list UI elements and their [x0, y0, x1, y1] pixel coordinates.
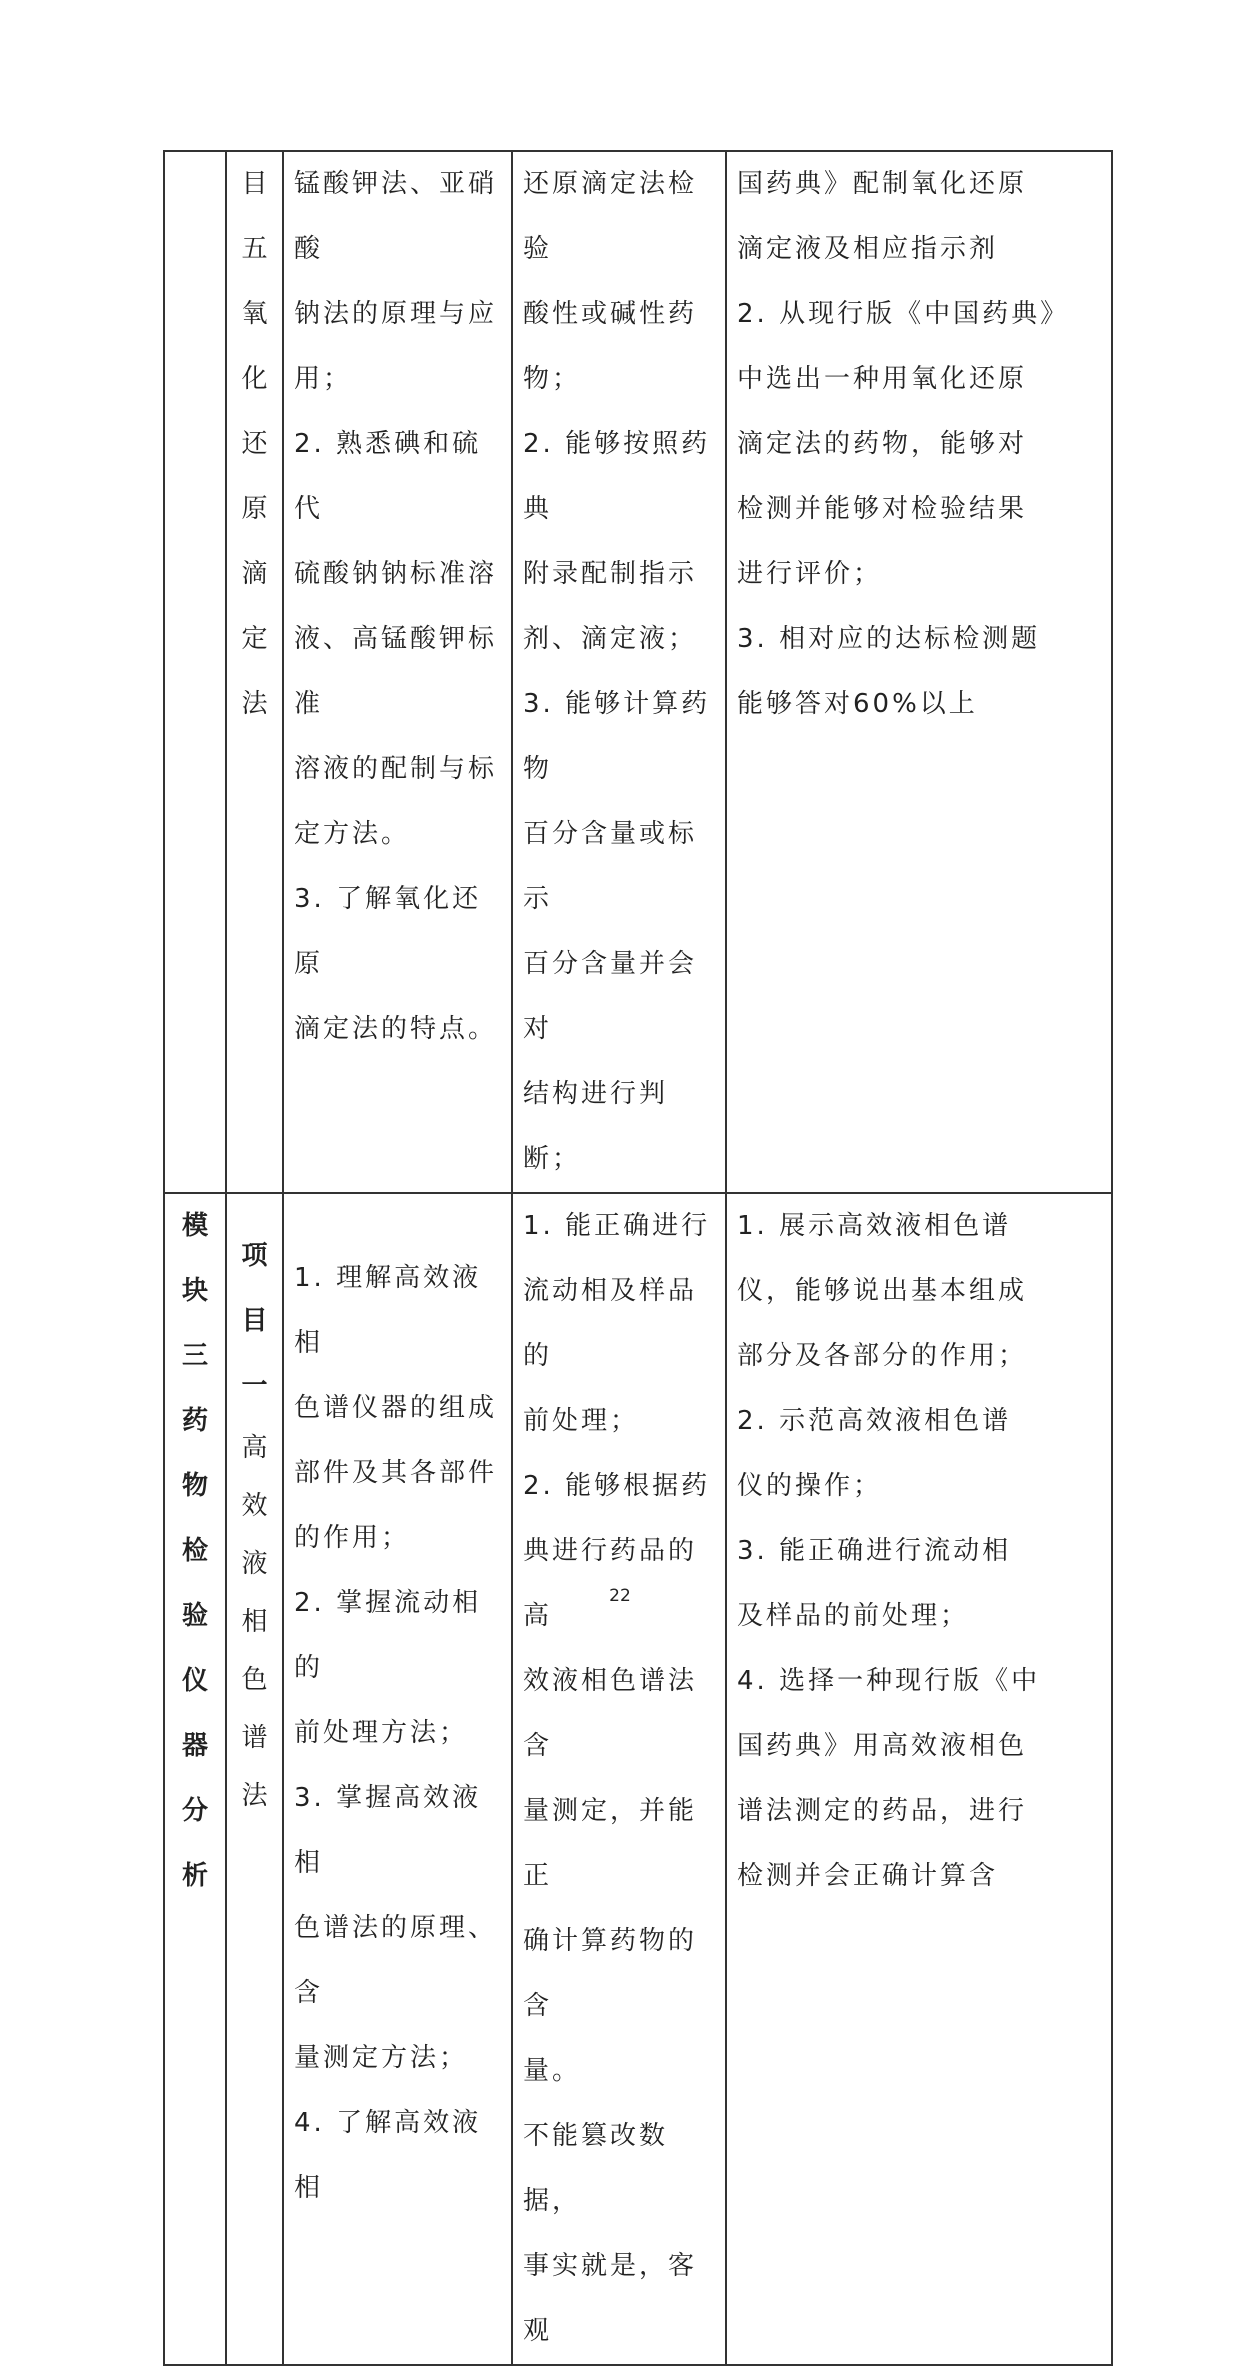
- skills-cell: [512, 1193, 726, 2365]
- activities-text: 国药典》配制氧化还原 滴定液及相应指示剂 2. 从现行版《中国药典》 中选出一种用氧化还原 滴定法的药物，能够对 检测并能够对检验结果 进行评价； 3. 相对应的达标检测题 能够答对60%以上: [737, 169, 1070, 719]
- project-label: 高 效 液 相 色 谱 法: [241, 1433, 268, 1811]
- knowledge-cell: [283, 1193, 512, 2365]
- knowledge-cell: [283, 151, 512, 1193]
- table-row: [164, 151, 1112, 1193]
- skills-cell: [512, 151, 726, 1193]
- skills-text: 还原滴定法检验 酸性或碱性药 物； 2. 能够按照药典 附录配制指示 剂、滴定液； 3. 能够计算药物 百分含量或标示 百分含量并会对 结构进行判断；: [523, 169, 711, 1174]
- knowledge-text: 锰酸钾法、亚硝酸 钠法的原理与应 用； 2. 熟悉碘和硫代 硫酸钠钠标准溶 液、高锰酸钾标准 溶液的配制与标 定方法。 3. 了解氧化还原 滴定法的特点。: [294, 169, 498, 1044]
- curriculum-table: [163, 150, 1113, 2366]
- table-row: [164, 1193, 1112, 2365]
- project-cell: [226, 1193, 283, 2365]
- project-cell: [226, 151, 283, 1193]
- activities-text: 1. 展示高效液相色谱 仪，能够说出基本组成 部分及各部分的作用； 2. 示范高效液相色谱 仪的操作； 3. 能正确进行流动相 及样品的前处理； 4. 选择一种现行版《中 国药典》用高效液相色 谱法测定的药品，进行 检测并会正确计算含: [737, 1211, 1041, 1891]
- project-number-label: 项 目 一: [241, 1241, 268, 1401]
- knowledge-text: 1. 理解高效液相 色谱仪器的组成 部件及其各部件 的作用； 2. 掌握流动相的 前处理方法； 3. 掌握高效液相 色谱法的原理、含 量测定方法； 4. 了解高效液相: [294, 1263, 498, 2203]
- module-label: 模 块 三 药 物 检 验 仪 器 分 析: [181, 1211, 208, 1891]
- activities-cell: [726, 151, 1112, 1193]
- activities-cell: [726, 1193, 1112, 2365]
- module-cell: [164, 1193, 226, 2365]
- module-cell: [164, 151, 226, 1193]
- page-number: 22: [609, 1586, 631, 1606]
- skills-text: 1. 能正确进行 流动相及样品的 前处理； 2. 能够根据药 典进行药品的高 效液相色谱法含 量测定，并能正 确计算药物的含 量。 不能篡改数据， 事实就是，客观: [523, 1211, 711, 2346]
- project-label: 目 五 氧 化 还 原 滴 定 法: [241, 169, 268, 719]
